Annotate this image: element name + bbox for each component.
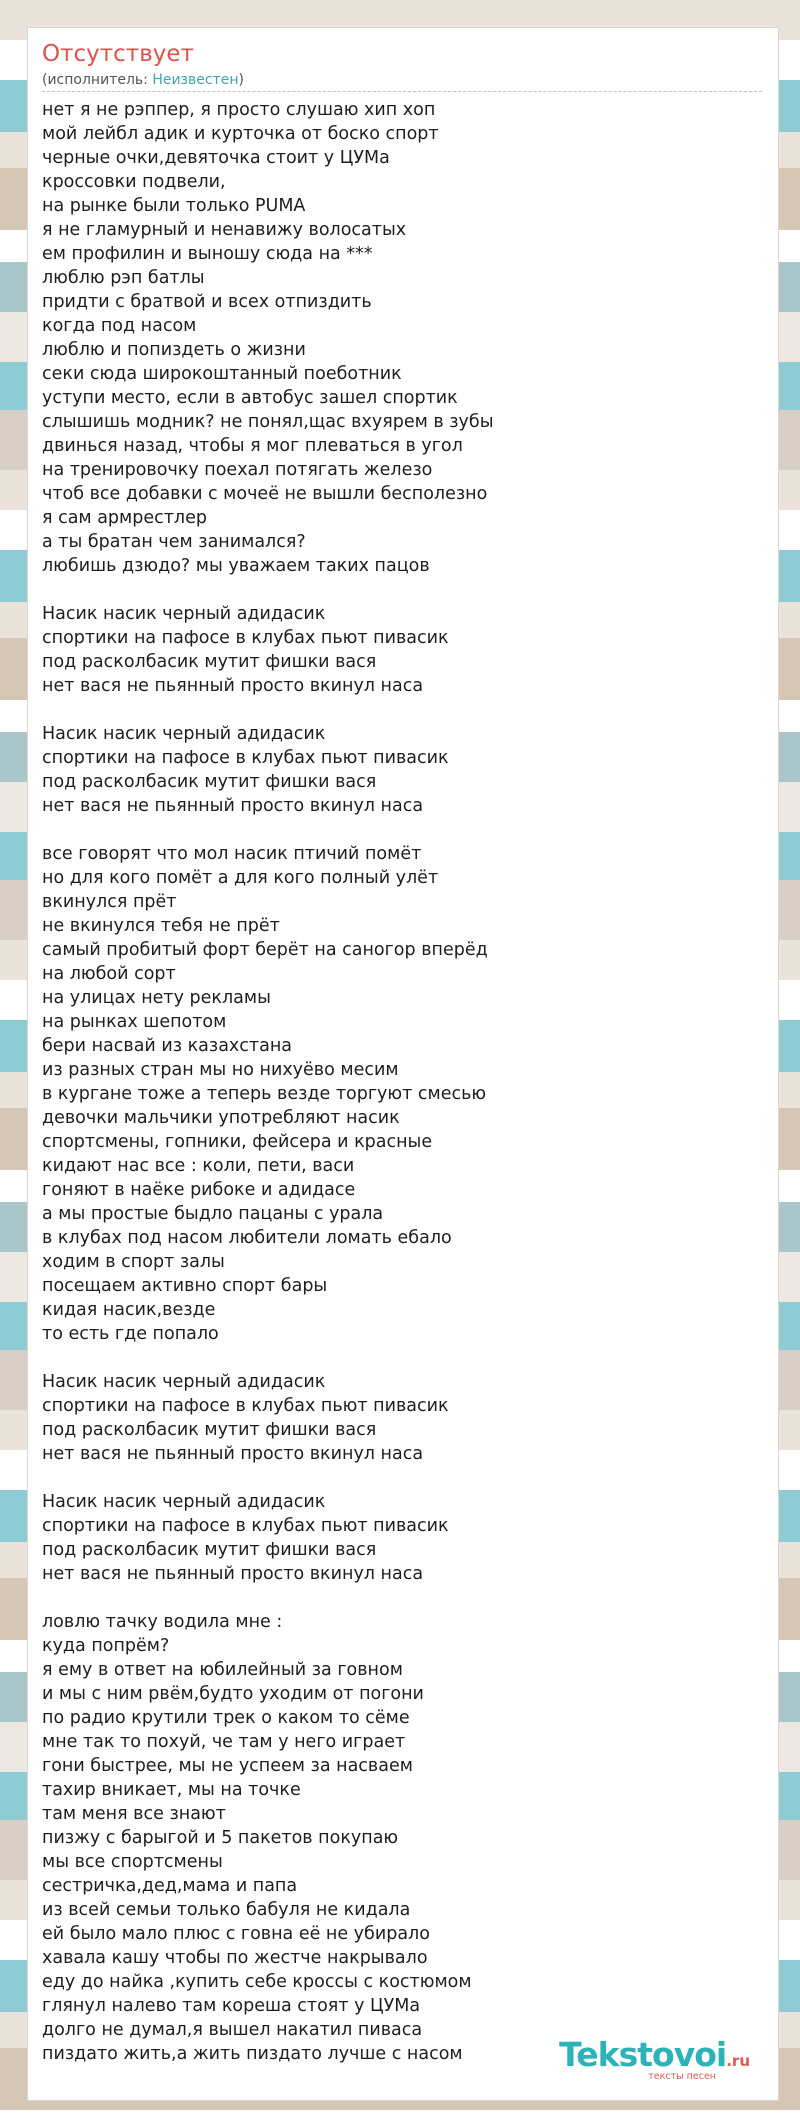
- lyrics-text: [42, 98, 762, 2066]
- lyric-line: мне так то похуй, че там у него играет: [42, 1732, 406, 1752]
- lyric-line: по радио крутили трек о каком то сёме: [42, 1708, 410, 1728]
- lyric-line: чтоб все добавки с мочеё не вышли бесполезно: [42, 484, 488, 504]
- lyric-line: Насик насик черный адидасик: [42, 604, 326, 624]
- lyric-line: то есть где попало: [42, 1324, 219, 1344]
- lyric-line: все говорят что мол насик птичий помёт: [42, 844, 422, 864]
- lyric-line: пиздато жить,а жить пиздато лучше с насом: [42, 2044, 463, 2064]
- lyric-line: я не гламурный и ненавижу волосатых: [42, 220, 407, 240]
- lyric-line: уступи место, если в автобус зашел спортик: [42, 388, 458, 408]
- lyric-line: ловлю тачку водила мне :: [42, 1612, 283, 1632]
- lyric-line: придти с братвой и всех отпиздить: [42, 292, 372, 312]
- lyric-line: под расколбасик мутит фишки вася: [42, 772, 377, 792]
- lyric-line: бери насвай из казахстана: [42, 1036, 292, 1056]
- lyric-line: ходим в спорт залы: [42, 1252, 225, 1272]
- lyric-line: вкинулся прёт: [42, 892, 177, 912]
- lyric-line: кидают нас все : коли, пети, васи: [42, 1156, 355, 1176]
- lyric-line: в клубах под насом любители ломать ебало: [42, 1228, 452, 1248]
- lyric-line: спортсмены, гопники, фейсера и красные: [42, 1132, 433, 1152]
- stanza-gap: [42, 1586, 762, 1610]
- stanza-gap: [42, 1346, 762, 1370]
- lyric-line: Насик насик черный адидасик: [42, 1492, 326, 1512]
- lyric-line: спортики на пафосе в клубах пьют пивасик: [42, 1516, 449, 1536]
- logo-tagline: тексты песен: [648, 2071, 716, 2082]
- lyric-line: нет вася не пьянный просто вкинул наса: [42, 796, 424, 816]
- lyric-line: куда попрём?: [42, 1636, 170, 1656]
- lyric-line: на рынках шепотом: [42, 1012, 227, 1032]
- lyric-line: слышишь модник? не понял,щас вхуярем в зубы: [42, 412, 494, 432]
- lyric-line: мой лейбл адик и курточка от боско спорт: [42, 124, 439, 144]
- lyric-line: еду до найка ,купить себе кроссы с костюмом: [42, 1972, 472, 1992]
- lyric-line: нет вася не пьянный просто вкинул наса: [42, 1444, 424, 1464]
- lyric-line: долго не думал,я вышел накатил пиваса: [42, 2020, 423, 2040]
- logo-name: Tekstovoi: [559, 2035, 727, 2074]
- artist-link[interactable]: Неизвестен: [152, 72, 239, 88]
- artist-suffix: ): [238, 72, 244, 88]
- stanza-gap: [42, 818, 762, 842]
- lyric-line: и мы с ним рвём,будто уходим от погони: [42, 1684, 424, 1704]
- lyric-line: пизжу с барыгой и 5 пакетов покупаю: [42, 1828, 399, 1848]
- lyric-line: двинься назад, чтобы я мог плеваться в угол: [42, 436, 463, 456]
- lyric-line: секи сюда широкоштанный поеботник: [42, 364, 402, 384]
- lyric-line: кроссовки подвели,: [42, 172, 226, 192]
- lyric-line: под расколбасик мутит фишки вася: [42, 1540, 377, 1560]
- lyric-line: самый пробитый форт берёт на саногор вперёд: [42, 940, 488, 960]
- lyric-line: спортики на пафосе в клубах пьют пивасик: [42, 628, 449, 648]
- artist-line: [42, 71, 762, 92]
- stanza-gap: [42, 1466, 762, 1490]
- lyric-line: нет я не рэппер, я просто слушаю хип хоп: [42, 100, 436, 120]
- lyric-line: я сам армрестлер: [42, 508, 207, 528]
- site-logo[interactable]: [559, 2035, 750, 2082]
- stanza-gap: [42, 698, 762, 722]
- lyric-line: девочки мальчики употребляют насик: [42, 1108, 400, 1128]
- lyric-line: спортики на пафосе в клубах пьют пивасик: [42, 1396, 449, 1416]
- lyric-line: я ему в ответ на юбилейный за говном: [42, 1660, 403, 1680]
- lyric-line: а мы простые быдло пацаны с урала: [42, 1204, 384, 1224]
- lyric-line: люблю рэп батлы: [42, 268, 205, 288]
- lyric-line: гоняют в наёке рибоке и адидасе: [42, 1180, 356, 1200]
- lyric-line: на любой сорт: [42, 964, 176, 984]
- lyric-line: там меня все знают: [42, 1804, 226, 1824]
- lyric-line: люблю и попиздеть о жизни: [42, 340, 306, 360]
- lyric-line: из всей семьи только бабуля не кидала: [42, 1900, 411, 1920]
- lyric-line: на улицах нету рекламы: [42, 988, 271, 1008]
- lyric-line: ей было мало плюс с говна её не убирало: [42, 1924, 430, 1944]
- lyric-line: ем профилин и выношу сюда на ***: [42, 244, 373, 264]
- lyric-line: посещаем активно спорт бары: [42, 1276, 328, 1296]
- lyric-line: глянул налево там кореша стоят у ЦУМа: [42, 1996, 421, 2016]
- song-title: Отсутствует: [42, 41, 194, 67]
- logo-tld: .ru: [726, 2052, 750, 2070]
- lyric-line: тахир вникает, мы на точке: [42, 1780, 301, 1800]
- lyric-line: любишь дзюдо? мы уважаем таких пацов: [42, 556, 430, 576]
- lyric-line: а ты братан чем занимался?: [42, 532, 306, 552]
- lyric-line: на тренировочку поехал потягать железо: [42, 460, 433, 480]
- artist-prefix: (исполнитель:: [42, 72, 153, 88]
- lyric-line: в кургане тоже а теперь везде торгуют смесью: [42, 1084, 487, 1104]
- lyric-line: нет вася не пьянный просто вкинул наса: [42, 1564, 424, 1584]
- stanza-gap: [42, 578, 762, 602]
- lyric-line: когда под насом: [42, 316, 197, 336]
- lyric-line: не вкинулся тебя не прёт: [42, 916, 280, 936]
- lyric-line: сестричка,дед,мама и папа: [42, 1876, 298, 1896]
- lyric-line: но для кого помёт а для кого полный улёт: [42, 868, 439, 888]
- lyric-line: нет вася не пьянный просто вкинул наса: [42, 676, 424, 696]
- lyric-line: под расколбасик мутит фишки вася: [42, 1420, 377, 1440]
- lyric-line: хавала кашу чтобы по жестче накрывало: [42, 1948, 428, 1968]
- lyric-line: гони быстрее, мы не успеем за насваем: [42, 1756, 413, 1776]
- lyric-line: на рынке были только PUMA: [42, 196, 306, 216]
- lyric-line: под расколбасик мутит фишки вася: [42, 652, 377, 672]
- lyric-line: мы все спортсмены: [42, 1852, 223, 1872]
- lyric-line: черные очки,девяточка стоит у ЦУМа: [42, 148, 390, 168]
- lyric-line: кидая насик,везде: [42, 1300, 216, 1320]
- lyric-line: Насик насик черный адидасик: [42, 1372, 326, 1392]
- lyric-line: спортики на пафосе в клубах пьют пивасик: [42, 748, 449, 768]
- lyrics-card: [28, 28, 778, 2100]
- lyric-line: из разных стран мы но нихуёво месим: [42, 1060, 399, 1080]
- lyric-line: Насик насик черный адидасик: [42, 724, 326, 744]
